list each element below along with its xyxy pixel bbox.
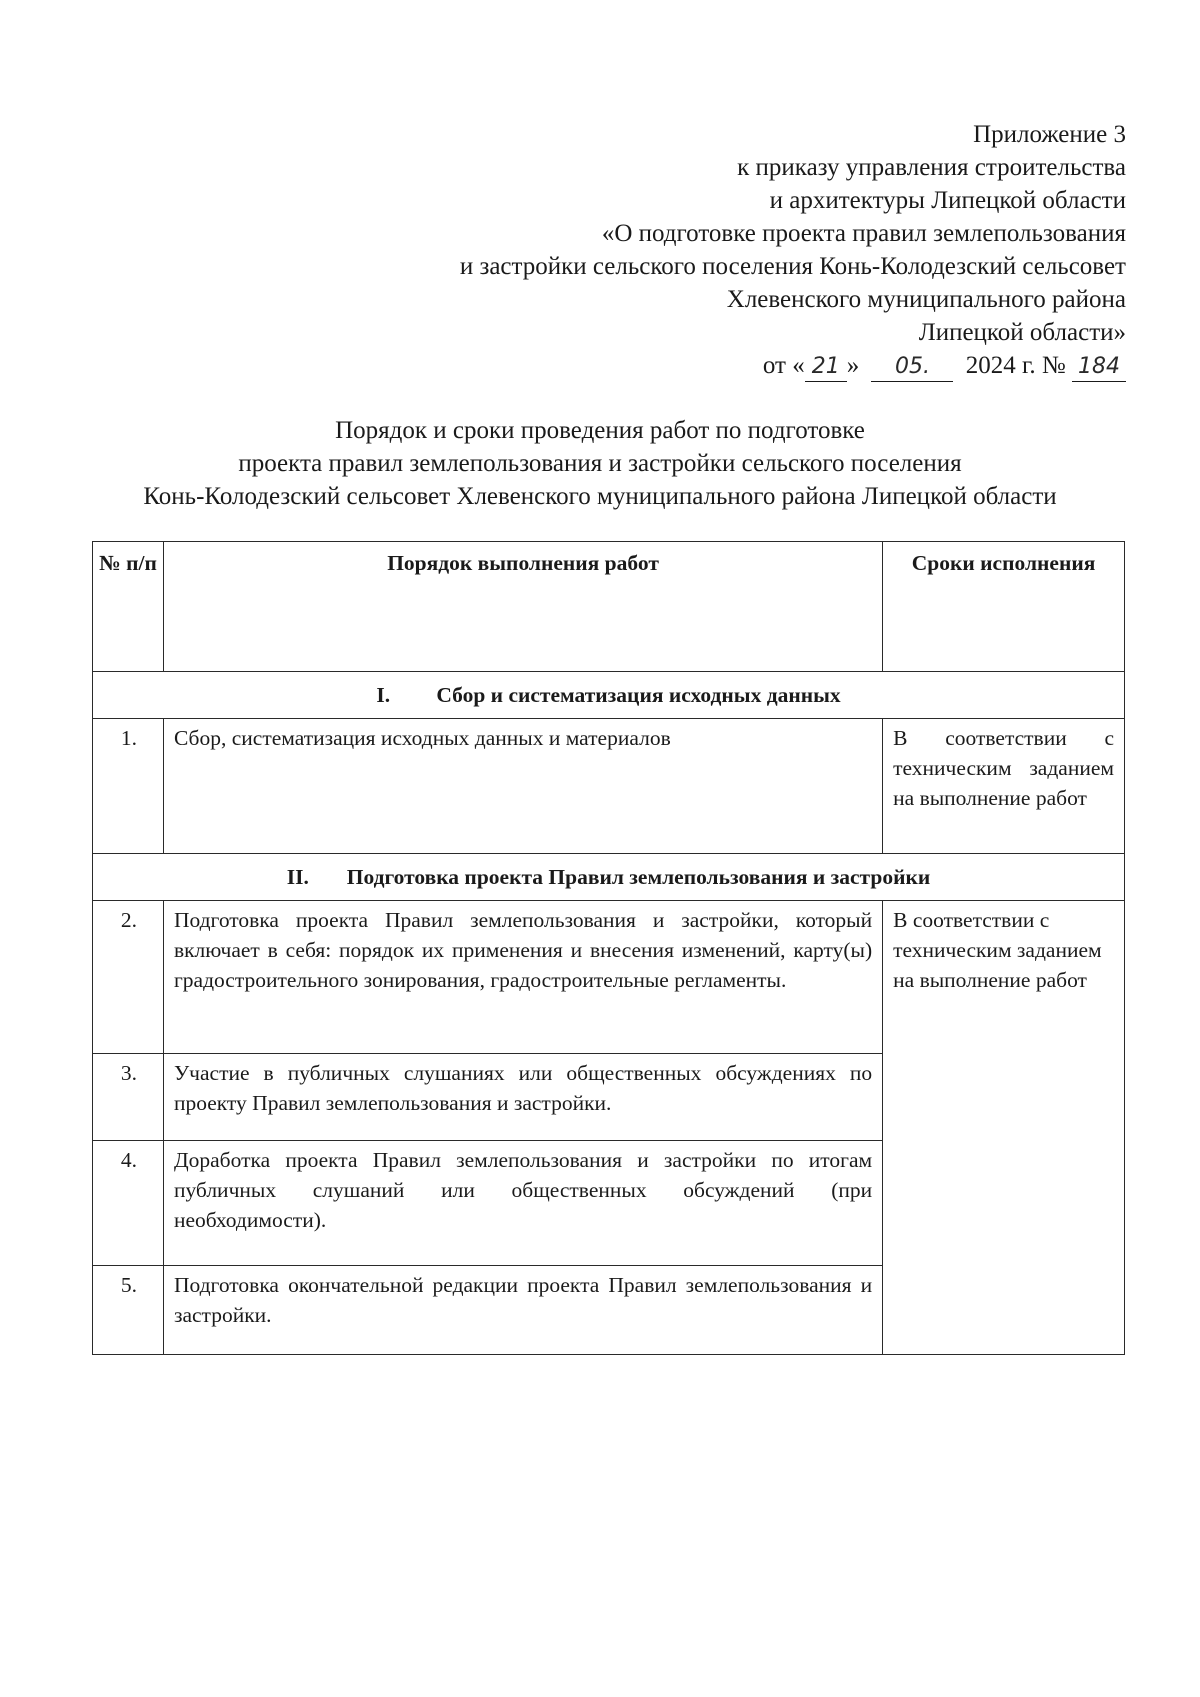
order-mid: » [846,352,860,379]
order-number-handwritten: 184 [1072,356,1126,378]
column-header-num: № п/п [93,542,164,672]
row-work: Сбор, систематизация исходных данных и материалов [163,719,882,854]
title-line: Конь-Колодезский сельсовет Хлевенского муниципального района Липецкой области [143,483,1057,510]
appendix-header [366,118,1126,382]
row-number: 5. [93,1266,164,1355]
table-header-row [93,542,1125,672]
title-line: Порядок и сроки проведения работ по подготовке [335,417,865,444]
row-term: В соответствии с техническим заданием на выполнение работ [883,901,1125,1355]
row-number: 3. [93,1054,164,1141]
row-number: 4. [93,1141,164,1266]
order-year: 2024 г. № [965,352,1066,379]
table-row [93,901,1125,1054]
row-number: 2. [93,901,164,1054]
section-row [93,672,1125,719]
table-row [93,719,1125,854]
order-prefix: от « [762,352,805,379]
document-title [60,414,1140,513]
order-day-handwritten: 21 [805,356,847,378]
section-row [93,854,1125,901]
column-header-term: Сроки исполнения [883,542,1125,672]
row-term: В соответствии с техническим заданием на выполнение работ [883,719,1125,854]
appendix-line: и архитектуры Липецкой области [769,187,1126,214]
section-title [93,672,1125,719]
column-header-work: Порядок выполнения работ [163,542,882,672]
appendix-line: к приказу управления строительства [737,154,1126,181]
appendix-line: Приложение 3 [973,121,1126,148]
row-work: Подготовка окончательной редакции проекта Правил землепользования и застройки. [163,1266,882,1355]
section-label: Подготовка проекта Правил землепользования и застройки [346,865,931,889]
row-work: Подготовка проекта Правил землепользования и застройки, который включает в себя: порядок их применения и внесения изменений, карту(ы) градостроительного зонирования, градостроительные регламенты. [163,901,882,1054]
order-date-line [366,349,1126,382]
section-numeral: I. [376,683,391,707]
section-title [93,854,1125,901]
appendix-line: «О подготовке проекта правил землепользования [601,220,1126,247]
row-work: Участие в публичных слушаниях или общественных обсуждениях по проекту Правил землепользования и застройки. [163,1054,882,1141]
section-numeral: II. [286,865,309,889]
section-label: Сбор и систематизация исходных данных [436,683,841,707]
appendix-line: и застройки сельского поселения Конь-Колодезский сельсовет [459,253,1126,280]
appendix-line: Хлевенского муниципального района [726,286,1126,313]
works-table [92,541,1125,1355]
title-line: проекта правил землепользования и застройки сельского поселения [238,450,962,477]
appendix-line: Липецкой области» [918,319,1126,346]
row-work: Доработка проекта Правил землепользования и застройки по итогам публичных слушаний или общественных обсуждений (при необходимости). [163,1141,882,1266]
row-number: 1. [93,719,164,854]
order-month-handwritten: 05. [871,356,953,378]
